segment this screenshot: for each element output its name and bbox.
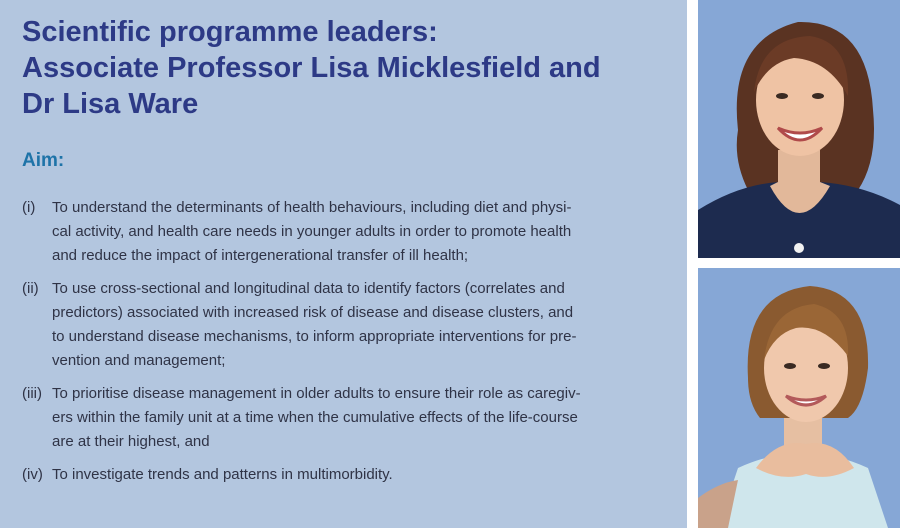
aim-item bbox=[22, 277, 664, 373]
page-title bbox=[22, 14, 672, 122]
aim-line: To use cross-sectional and longitudinal data to identify factors (correlates and bbox=[52, 280, 565, 297]
aim-number: (ii) bbox=[22, 280, 39, 297]
aim-line: To prioritise disease management in older adults to ensure their role as caregiv- bbox=[52, 385, 581, 402]
aim-item bbox=[22, 382, 664, 454]
aim-line: are at their highest, and bbox=[52, 433, 210, 450]
aim-number: (i) bbox=[22, 199, 36, 216]
portrait-photo-icon bbox=[698, 0, 900, 258]
aim-item bbox=[22, 463, 664, 487]
aim-line: To understand the determinants of health behaviours, including diet and physi- bbox=[52, 199, 572, 216]
aim-number: (iv) bbox=[22, 466, 43, 483]
photo-column bbox=[687, 0, 900, 528]
aim-line: predictors) associated with increased risk of disease and disease clusters, and bbox=[52, 304, 574, 321]
aims-list bbox=[22, 196, 664, 487]
aim-line: vention and management; bbox=[52, 352, 226, 369]
title-line: Scientific programme leaders: bbox=[22, 16, 438, 48]
aim-line: cal activity, and health care needs in younger adults in order to promote health bbox=[52, 223, 572, 240]
aim-heading: Aim: bbox=[22, 150, 65, 171]
aim-line: ers within the family unit at a time when the cumulative effects of the life-course bbox=[52, 409, 578, 426]
title-line: Associate Professor Lisa Micklesfield and bbox=[22, 52, 601, 84]
title-line: Dr Lisa Ware bbox=[22, 88, 199, 120]
aim-line: To investigate trends and patterns in multimorbidity. bbox=[52, 466, 393, 483]
aim-number: (iii) bbox=[22, 385, 42, 402]
aim-line: to understand disease mechanisms, to inform appropriate interventions for pre- bbox=[52, 328, 577, 345]
portrait-photo-1 bbox=[698, 0, 900, 258]
aim-item bbox=[22, 196, 664, 268]
portrait-photo-icon bbox=[698, 268, 900, 528]
portrait-photo-2 bbox=[698, 268, 900, 528]
aim-line: and reduce the impact of intergenerational transfer of ill health; bbox=[52, 247, 469, 264]
